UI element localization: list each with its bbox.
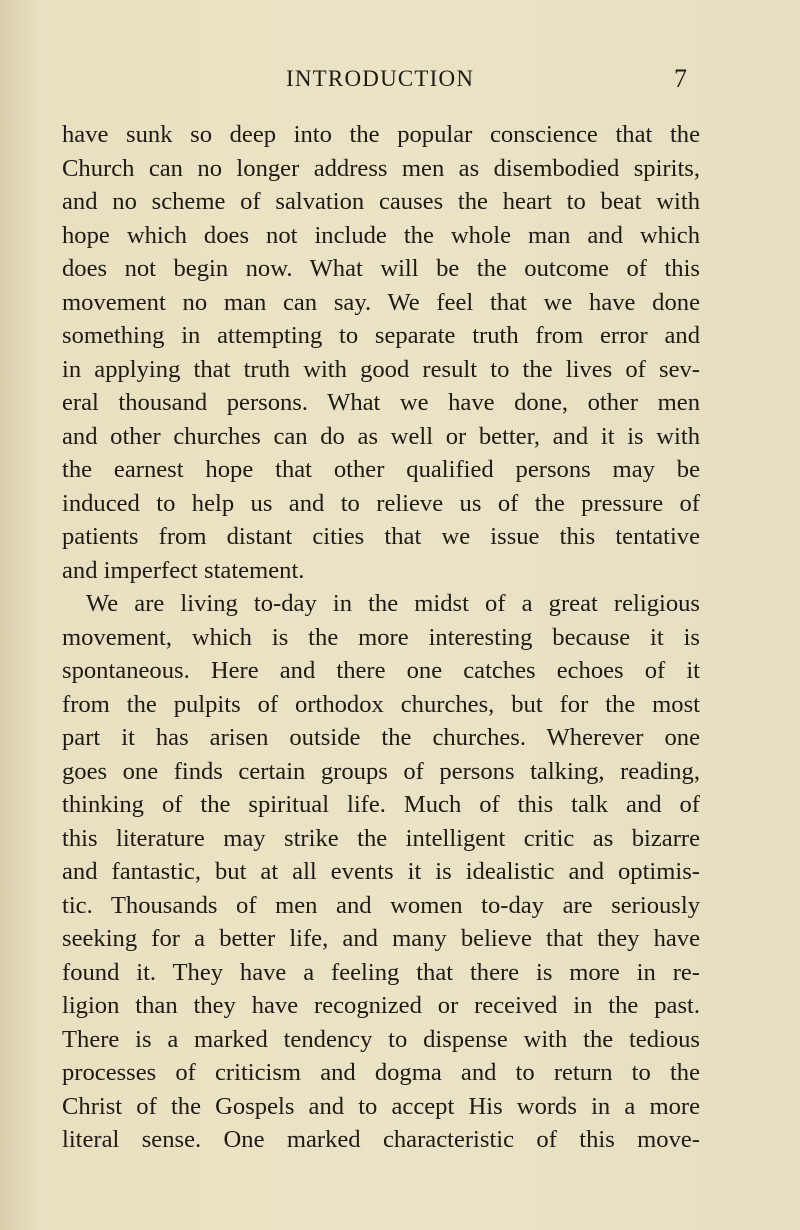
text-line: this literature may strike the intelligent critic as bizarre xyxy=(62,824,700,852)
text-line: movement, which is the more interesting because it is xyxy=(62,623,700,651)
text-line: ligion than they have recognized or received in the past. xyxy=(62,992,700,1019)
text-line: spontaneous. Here and there one catches echoes of it xyxy=(62,657,700,684)
text-line: Church can no longer address men as disembodied spirits, xyxy=(62,154,700,182)
text-line: and imperfect statement. xyxy=(62,556,305,584)
text-line: and other churches can do as well or better, and it is with xyxy=(62,422,700,450)
text-line: does not begin now. What will be the outcome of this xyxy=(62,255,700,282)
running-head xyxy=(0,62,800,96)
text-line: thinking of the spiritual life. Much of this talk and of xyxy=(62,791,700,818)
text-line: literal sense. One marked characteristic of this move- xyxy=(62,1126,700,1153)
text-line: and no scheme of salvation causes the heart to beat with xyxy=(62,188,700,215)
text-line: seeking for a better life, and many believe that they have xyxy=(62,925,700,952)
text-line: There is a marked tendency to dispense with the tedious xyxy=(62,1025,700,1053)
text-line: something in attempting to separate truth from error and xyxy=(62,322,700,349)
text-line: We are living to-day in the midst of a great religious xyxy=(86,590,700,617)
text-line: from the pulpits of orthodox churches, but for the most xyxy=(62,690,700,718)
text-line: eral thousand persons. What we have done, other men xyxy=(62,389,700,416)
text-line: patients from distant cities that we issue this tentative xyxy=(62,523,700,550)
text-line: in applying that truth with good result to the lives of sev- xyxy=(62,355,700,383)
text-line: the earnest hope that other qualified persons may be xyxy=(62,456,700,483)
paragraph xyxy=(62,587,700,1157)
paragraph xyxy=(62,118,700,587)
body-text xyxy=(62,118,700,1157)
text-line: hope which does not include the whole man and which xyxy=(62,221,700,249)
text-line: found it. They have a feeling that there is more in re- xyxy=(62,958,700,986)
text-line: goes one finds certain groups of persons talking, reading, xyxy=(62,757,700,785)
running-title: INTRODUCTION xyxy=(286,66,475,91)
page-number: 7 xyxy=(674,64,687,93)
text-line: induced to help us and to relieve us of the pressure of xyxy=(62,489,700,517)
text-line: processes of criticism and dogma and to return to the xyxy=(62,1059,700,1086)
text-line: and fantastic, but at all events it is idealistic and optimis- xyxy=(62,858,700,885)
text-line: part it has arisen outside the churches. Wherever one xyxy=(62,724,700,751)
text-line: tic. Thousands of men and women to-day are seriously xyxy=(62,891,700,919)
text-line: have sunk so deep into the popular conscience that the xyxy=(62,121,700,148)
text-line: Christ of the Gospels and to accept His words in a more xyxy=(62,1092,700,1120)
text-line: movement no man can say. We feel that we have done xyxy=(62,288,700,316)
